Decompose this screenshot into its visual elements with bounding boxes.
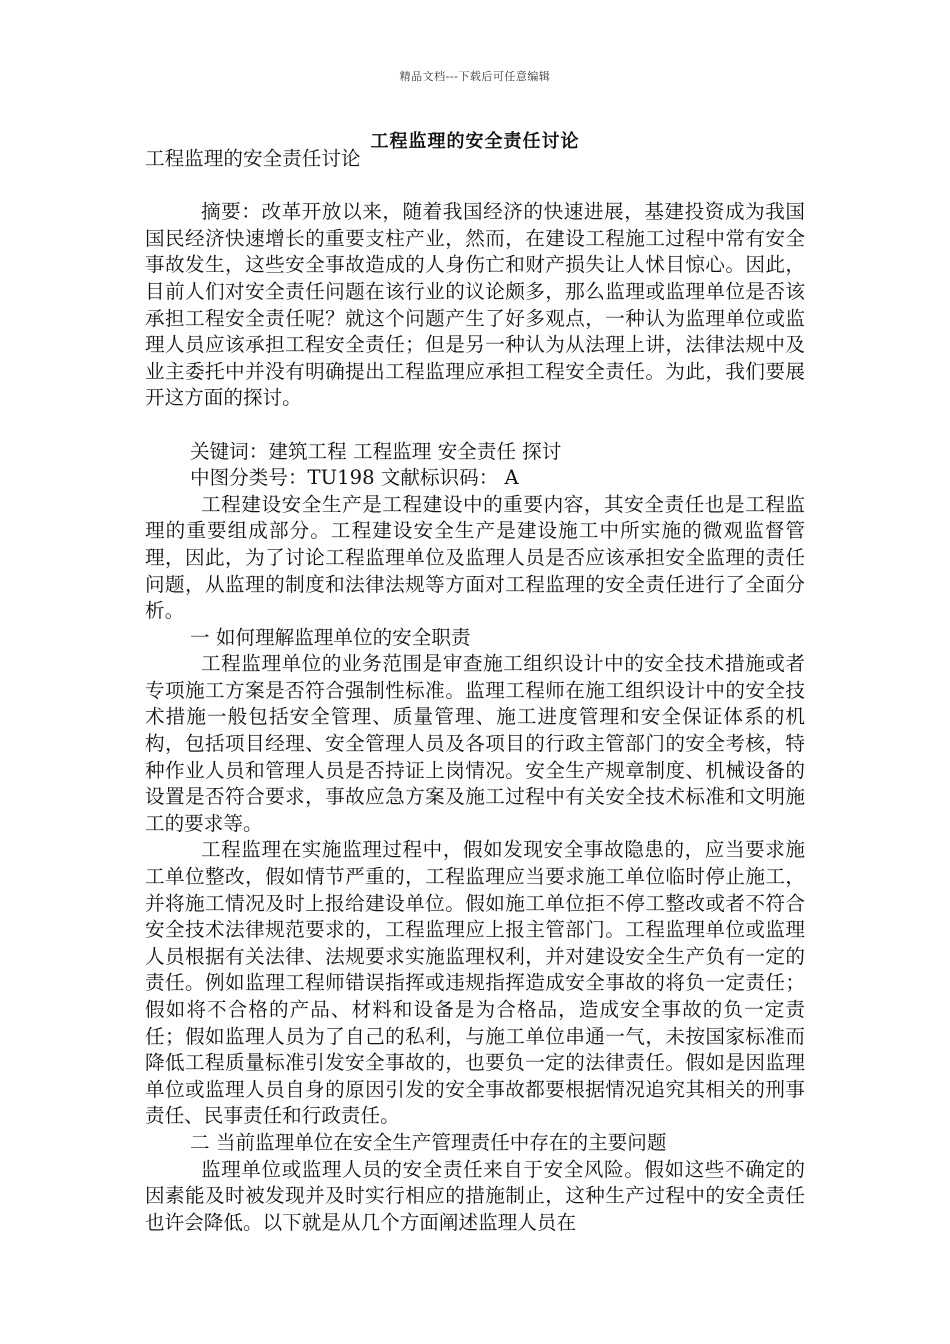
section-heading-2: 二 当前监理单位在安全生产管理责任中存在的主要问题 (190, 1130, 667, 1154)
section2-paragraph-1: 监理单位或监理人员的安全责任来自于安全风险。假如这些不确定的因素能及时被发现并及时实行相应的措施制止，这种生产过程中的安全责任也许会降低。以下就是从几个方面阐述监理人员在 (145, 1157, 805, 1234)
section1-paragraph-2: 工程监理在实施监理过程中，假如发现安全事故隐患的，应当要求施工单位整改，假如情节严重的，工程监理应当要求施工单位临时停止施工，并将施工情况及时上报给建设单位。假如施工单位拒不停工整改或者不符合安全技术法律规范要求的，工程监理应上报主管部门。工程监理单位或监理人员根据有关法律、法规要求实施监理权利，并对建设安全生产负有一定的责任。例如监理工程师错误指挥或违规指挥造成安全事故的将负一定责任；假如将不合格的产品、材料和设备是为合格品，造成安全事故的负一定责任；假如监理人员为了自己的私利，与施工单位串通一气，未按国家标准而降低工程质量标准引发安全事故的，也要负一定的法律责任。假如是因监理单位或监理人员自身的原因引发的安全事故都要根据情况追究其相关的刑事责任、民事责任和行政责任。 (145, 838, 805, 1128)
document-subtitle: 工程监理的安全责任讨论 (145, 147, 361, 170)
keywords-line: 关键词：建筑工程 工程监理 安全责任 探讨 (190, 439, 562, 463)
abstract-paragraph: 摘要：改革开放以来，随着我国经济的快速进展，基建投资成为我国国民经济快速增长的重要支柱产业，然而，在建设工程施工过程中常有安全事故发生，这些安全事故造成的人身伤亡和财产损失让人怵目惊心。因此，目前人们对安全责任问题在该行业的议论颇多，那么监理或监理单位是否该承担工程安全责任呢？就这个问题产生了好多观点，一种认为监理单位或监理人员应该承担工程安全责任；但是另一种认为从法理上讲，法律法规中及业主委托中并没有明确提出工程监理应承担工程安全责任。为此，我们要展开这方面的探讨。 (145, 200, 805, 410)
classification-line: 中图分类号：TU198 文献标识码： A (190, 466, 519, 490)
blank-line (145, 173, 805, 200)
document-body (145, 146, 805, 1236)
header-note: 精品文档---下载后可任意编辑 (399, 70, 551, 83)
blank-line (145, 412, 805, 439)
intro-paragraph: 工程建设安全生产是工程建设中的重要内容，其安全责任也是工程监理的重要组成部分。工程建设安全生产是建设施工中所实施的微观监督管理，因此，为了讨论工程监理单位及监理人员是否应该承担安全监理的责任问题，从监理的制度和法律法规等方面对工程监理的安全责任进行了全面分析。 (145, 492, 805, 623)
section-heading-1: 一 如何理解监理单位的安全职责 (190, 625, 471, 649)
document-title: 工程监理的安全责任讨论 (370, 131, 580, 152)
section1-paragraph-1: 工程监理单位的业务范围是审查施工组织设计中的安全技术措施或者专项施工方案是否符合强制性标准。监理工程师在施工组织设计中的安全技术措施一般包括安全管理、质量管理、施工进度管理和安全保证体系的机构，包括项目经理、安全管理人员及各项目的行政主管部门的安全考核，特种作业人员和管理人员是否持证上岗情况。安全生产规章制度、机械设备的设置是否符合要求，事故应急方案及施工过程中有关安全技术标准和文明施工的要求等。 (145, 652, 805, 835)
